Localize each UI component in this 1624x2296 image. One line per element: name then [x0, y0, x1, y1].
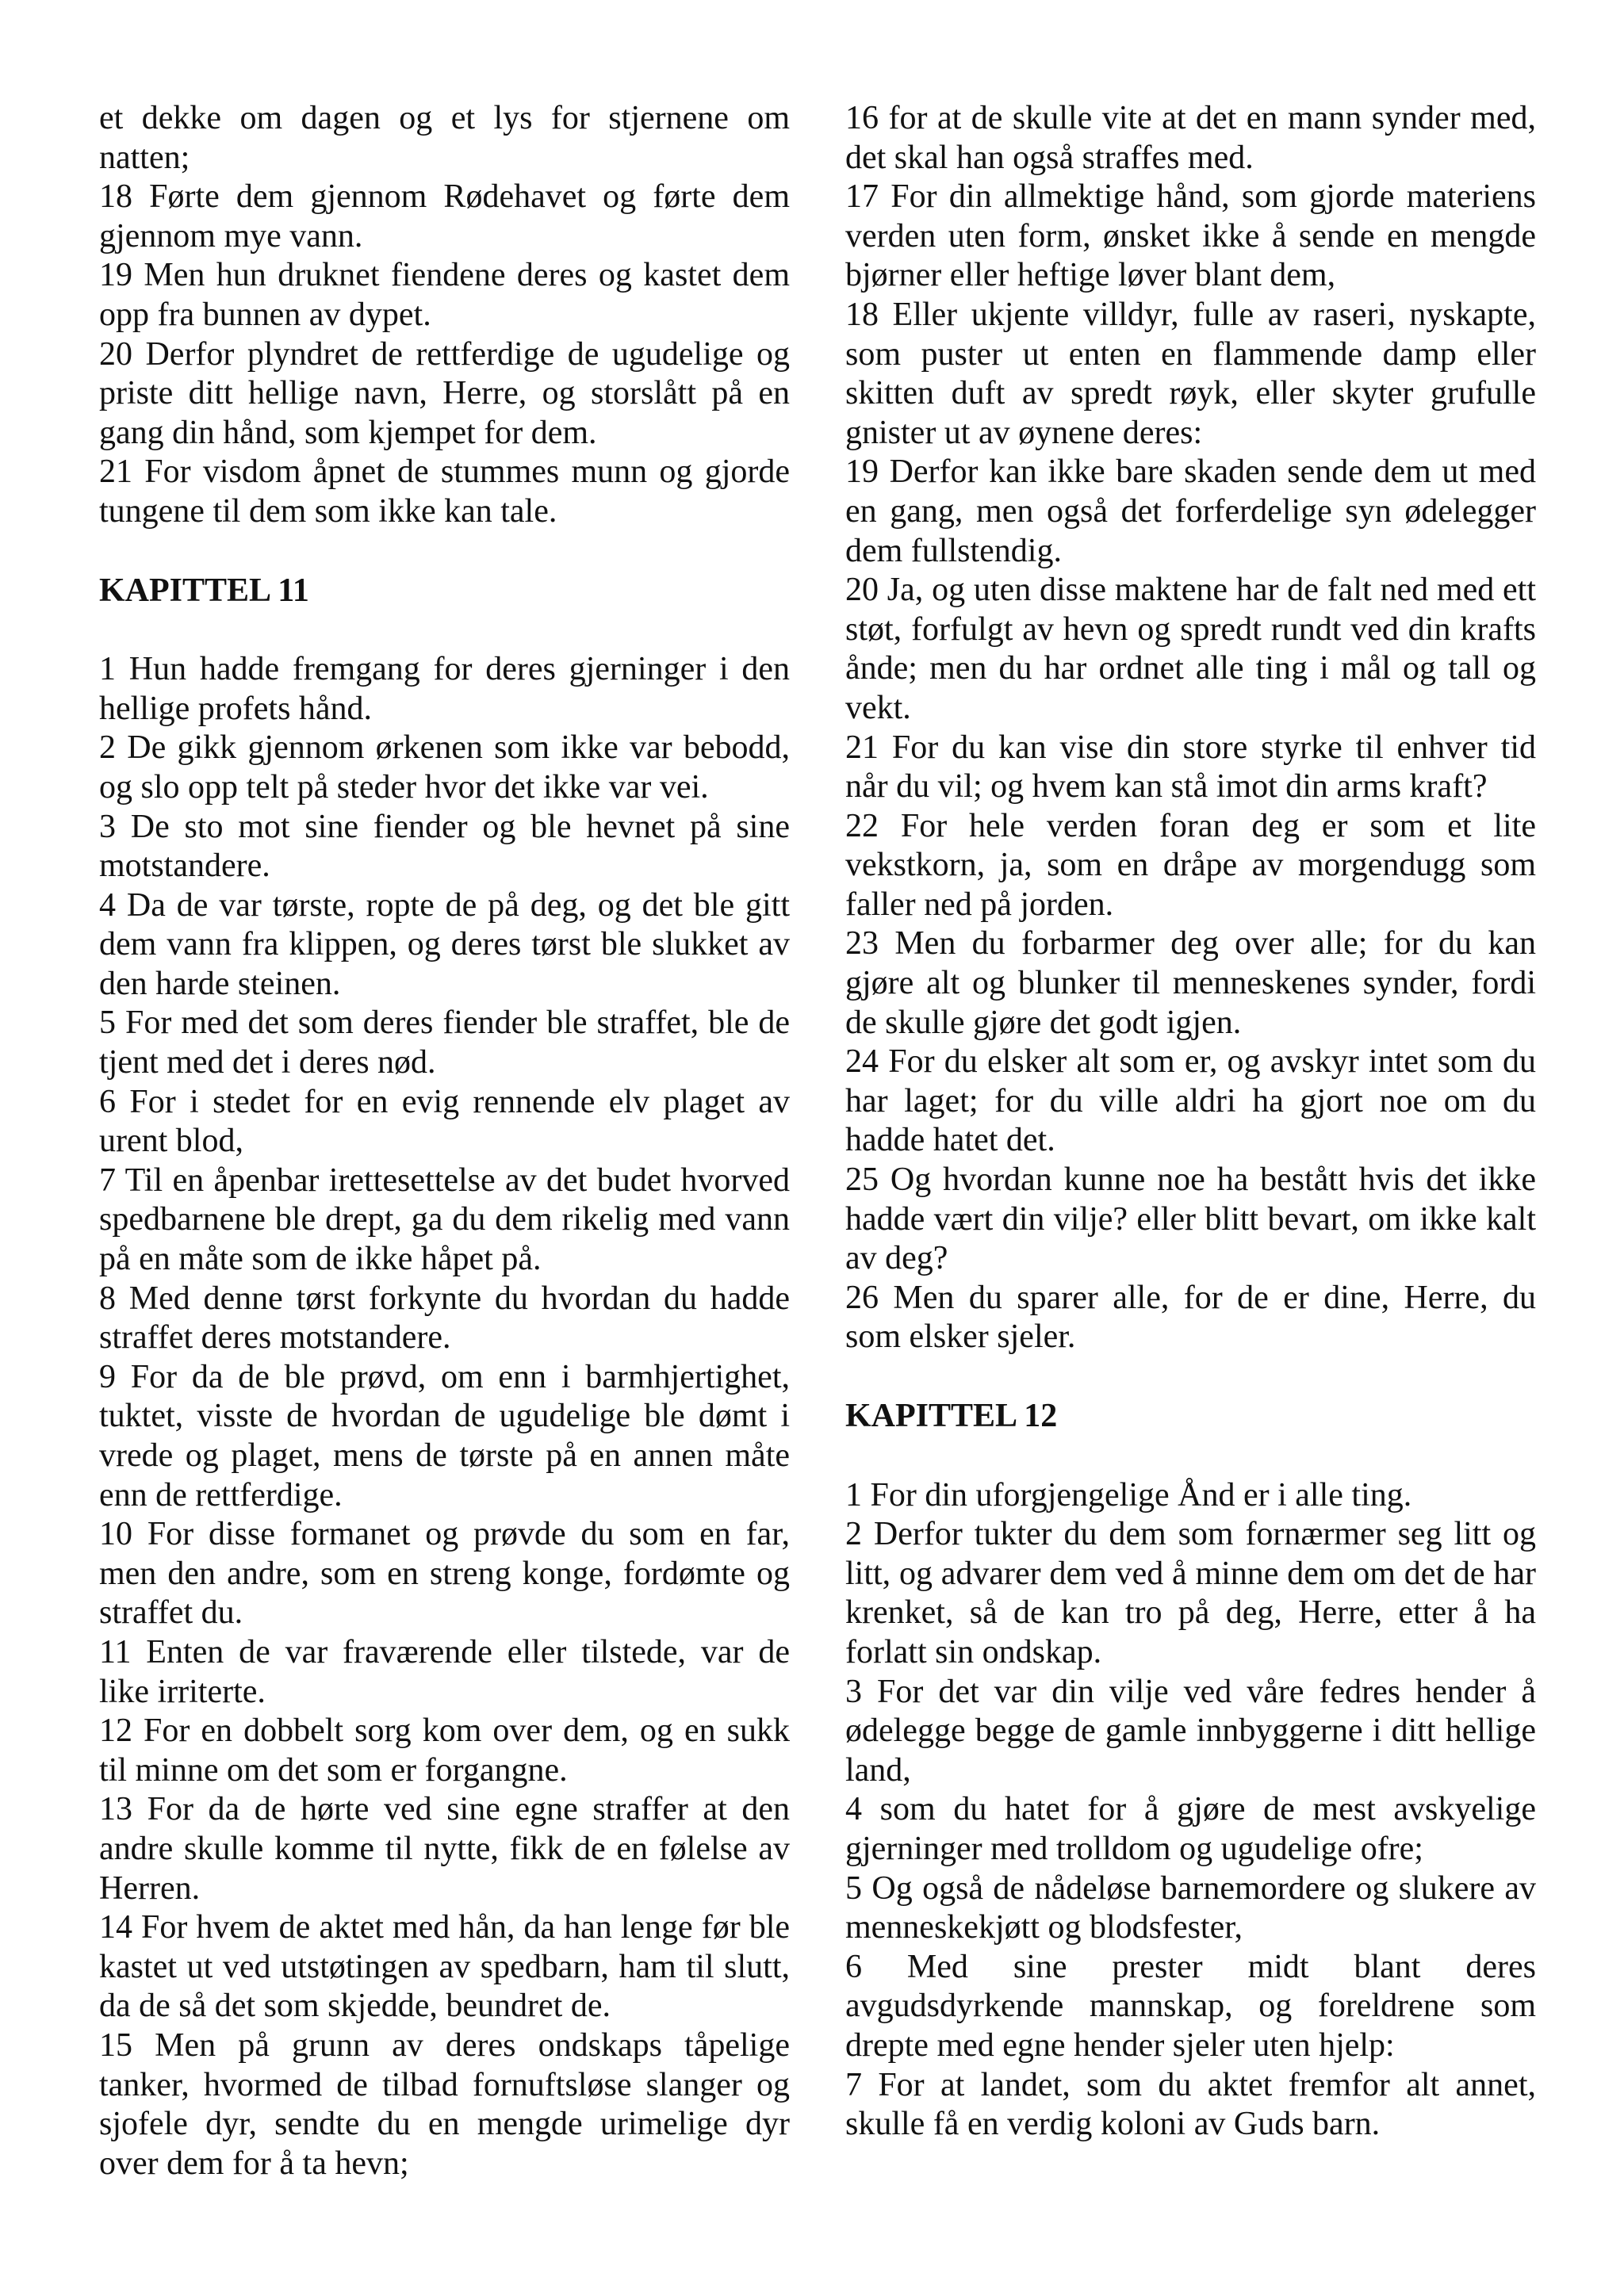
- verse-paragraph: 1 For din uforgjengelige Ånd er i alle ting.: [845, 1476, 1412, 1513]
- verse-paragraph: 24 For du elsker alt som er, og avskyr intet som du har laget; for du ville aldri ha gjort noe om du hadde hatet det.: [845, 1043, 1536, 1159]
- verse-paragraph: 19 Men hun druknet fiendene deres og kastet dem opp fra bunnen av dypet.: [99, 257, 790, 333]
- verse-paragraph: 13 For da de hørte ved sine egne straffer at den andre skulle komme til nytte, fikk de en følelse av Herren.: [99, 1791, 790, 1907]
- verse-paragraph: 3 De sto mot sine fiender og ble hevnet på sine motstandere.: [99, 808, 790, 885]
- verse-paragraph: 4 som du hatet for å gjøre de mest avskyelige gjerninger med trolldom og ugudelige ofre;: [845, 1791, 1536, 1867]
- verse-paragraph: 12 For en dobbelt sorg kom over dem, og en sukk til minne om det som er forgangne.: [99, 1712, 790, 1789]
- verse-paragraph: 23 Men du forbarmer deg over alle; for du kan gjøre alt og blunker til menneskenes synder, fordi de skulle gjøre det godt igjen.: [845, 925, 1536, 1041]
- verse-paragraph: 22 For hele verden foran deg er som et lite vekstkorn, ja, som en dråpe av morgendugg som faller ned på jorden.: [845, 807, 1536, 923]
- verse-paragraph: 17 For din allmektige hånd, som gjorde materiens verden uten form, ønsket ikke å sende en mengde bjørner eller heftige løver blant dem,: [845, 178, 1536, 294]
- verse-paragraph: 9 For da de ble prøvd, om enn i barmhjertighet, tuktet, visste de hvordan de ugudelige ble dømt i vrede og plaget, mens de tørste på en annen måte enn de rettferdige.: [99, 1358, 790, 1513]
- chapter-heading: KAPITTEL 11: [99, 572, 309, 609]
- verse-paragraph: 5 For med det som deres fiender ble straffet, ble de tjent med det i deres nød.: [99, 1004, 790, 1081]
- verse-paragraph: 20 Derfor plyndret de rettferdige de ugudelige og priste ditt hellige navn, Herre, og storslått på en gang din hånd, som kjempet for dem.: [99, 335, 790, 451]
- verse-paragraph: 6 Med sine prester midt blant deres avgudsdyrkende mannskap, og foreldrene som drepte med egne hender sjeler uten hjelp:: [845, 1948, 1536, 2064]
- verse-paragraph: 7 For at landet, som du aktet fremfor alt annet, skulle få en verdig koloni av Guds barn.: [845, 2066, 1536, 2143]
- left-column: [99, 99, 790, 2183]
- verse-paragraph: 3 For det var din vilje ved våre fedres hender å ødelegge begge de gamle innbyggerne i ditt hellige land,: [845, 1673, 1536, 1789]
- verse-paragraph: 18 Førte dem gjennom Rødehavet og førte dem gjennom mye vann.: [99, 178, 790, 254]
- verse-paragraph: 18 Eller ukjente villdyr, fulle av raseri, nyskapte, som puster ut enten en flammende damp eller skitten duft av spredt røyk, eller skyter grufulle gnister ut av øynene deres:: [845, 296, 1536, 451]
- verse-paragraph: 25 Og hvordan kunne noe ha bestått hvis det ikke hadde vært din vilje? eller blitt bevart, om ikke kalt av deg?: [845, 1161, 1536, 1277]
- verse-paragraph: 7 Til en åpenbar irettesettelse av det budet hvorved spedbarnene ble drept, ga du dem rikelig med vann på en måte som de ikke håpet på.: [99, 1161, 790, 1278]
- verse-paragraph: 11 Enten de var fraværende eller tilstede, var de like irriterte.: [99, 1633, 790, 1710]
- verse-paragraph: 4 Da de var tørste, ropte de på deg, og det ble gitt dem vann fra klippen, og deres tørst ble slukket av den harde steinen.: [99, 886, 790, 1002]
- verse-paragraph: et dekke om dagen og et lys for stjernene om natten;: [99, 100, 790, 176]
- verse-paragraph: 26 Men du sparer alle, for de er dine, Herre, du som elsker sjeler.: [845, 1279, 1536, 1356]
- verse-paragraph: 21 For visdom åpnet de stummes munn og gjorde tungene til dem som ikke kan tale.: [99, 453, 790, 530]
- verse-paragraph: 2 Derfor tukter du dem som fornærmer seg litt og litt, og advarer dem ved å minne dem om det de har krenket, så de kan tro på deg, Herre, etter å ha forlatt sin ondskap.: [845, 1516, 1536, 1670]
- verse-paragraph: 20 Ja, og uten disse maktene har de falt ned med ett støt, forfulgt av hevn og spredt rundt ved din krafts ånde; men du har ordnet alle ting i mål og tall og vekt.: [845, 572, 1536, 726]
- verse-paragraph: 15 Men på grunn av deres ondskaps tåpelige tanker, hvormed de tilbad fornuftsløse slanger og sjofele dyr, sendte du en mengde urimelige dyr over dem for å ta hevn;: [99, 2026, 790, 2182]
- verse-paragraph: 8 Med denne tørst forkynte du hvordan du hadde straffet deres motstandere.: [99, 1280, 790, 1357]
- verse-paragraph: 16 for at de skulle vite at det en mann synder med, det skal han også straffes med.: [845, 100, 1536, 176]
- verse-paragraph: 1 Hun hadde fremgang for deres gjerninger i den hellige profets hånd.: [99, 651, 790, 727]
- right-column: [845, 99, 1536, 2145]
- verse-paragraph: 14 For hvem de aktet med hån, da han lenge før ble kastet ut ved utstøtingen av spedbarn, ham til slutt, da de så det som skjedde, beundret de.: [99, 1909, 790, 2025]
- verse-paragraph: 2 De gikk gjennom ørkenen som ikke var bebodd, og slo opp telt på steder hvor det ikke var vei.: [99, 729, 790, 806]
- verse-paragraph: 5 Og også de nådeløse barnemordere og slukere av menneskekjøtt og blodsfester,: [845, 1869, 1536, 1946]
- verse-paragraph: 21 For du kan vise din store styrke til enhver tid når du vil; og hvem kan stå imot din arms kraft?: [845, 729, 1536, 806]
- verse-paragraph: 10 For disse formanet og prøvde du som en far, men den andre, som en streng konge, fordømte og straffet du.: [99, 1516, 790, 1632]
- chapter-heading: KAPITTEL 12: [845, 1398, 1058, 1434]
- verse-paragraph: 19 Derfor kan ikke bare skaden sende dem ut med en gang, men også det forferdelige syn ødelegger dem fullstendig.: [845, 453, 1536, 569]
- verse-paragraph: 6 For i stedet for en evig rennende elv plaget av urent blod,: [99, 1083, 790, 1160]
